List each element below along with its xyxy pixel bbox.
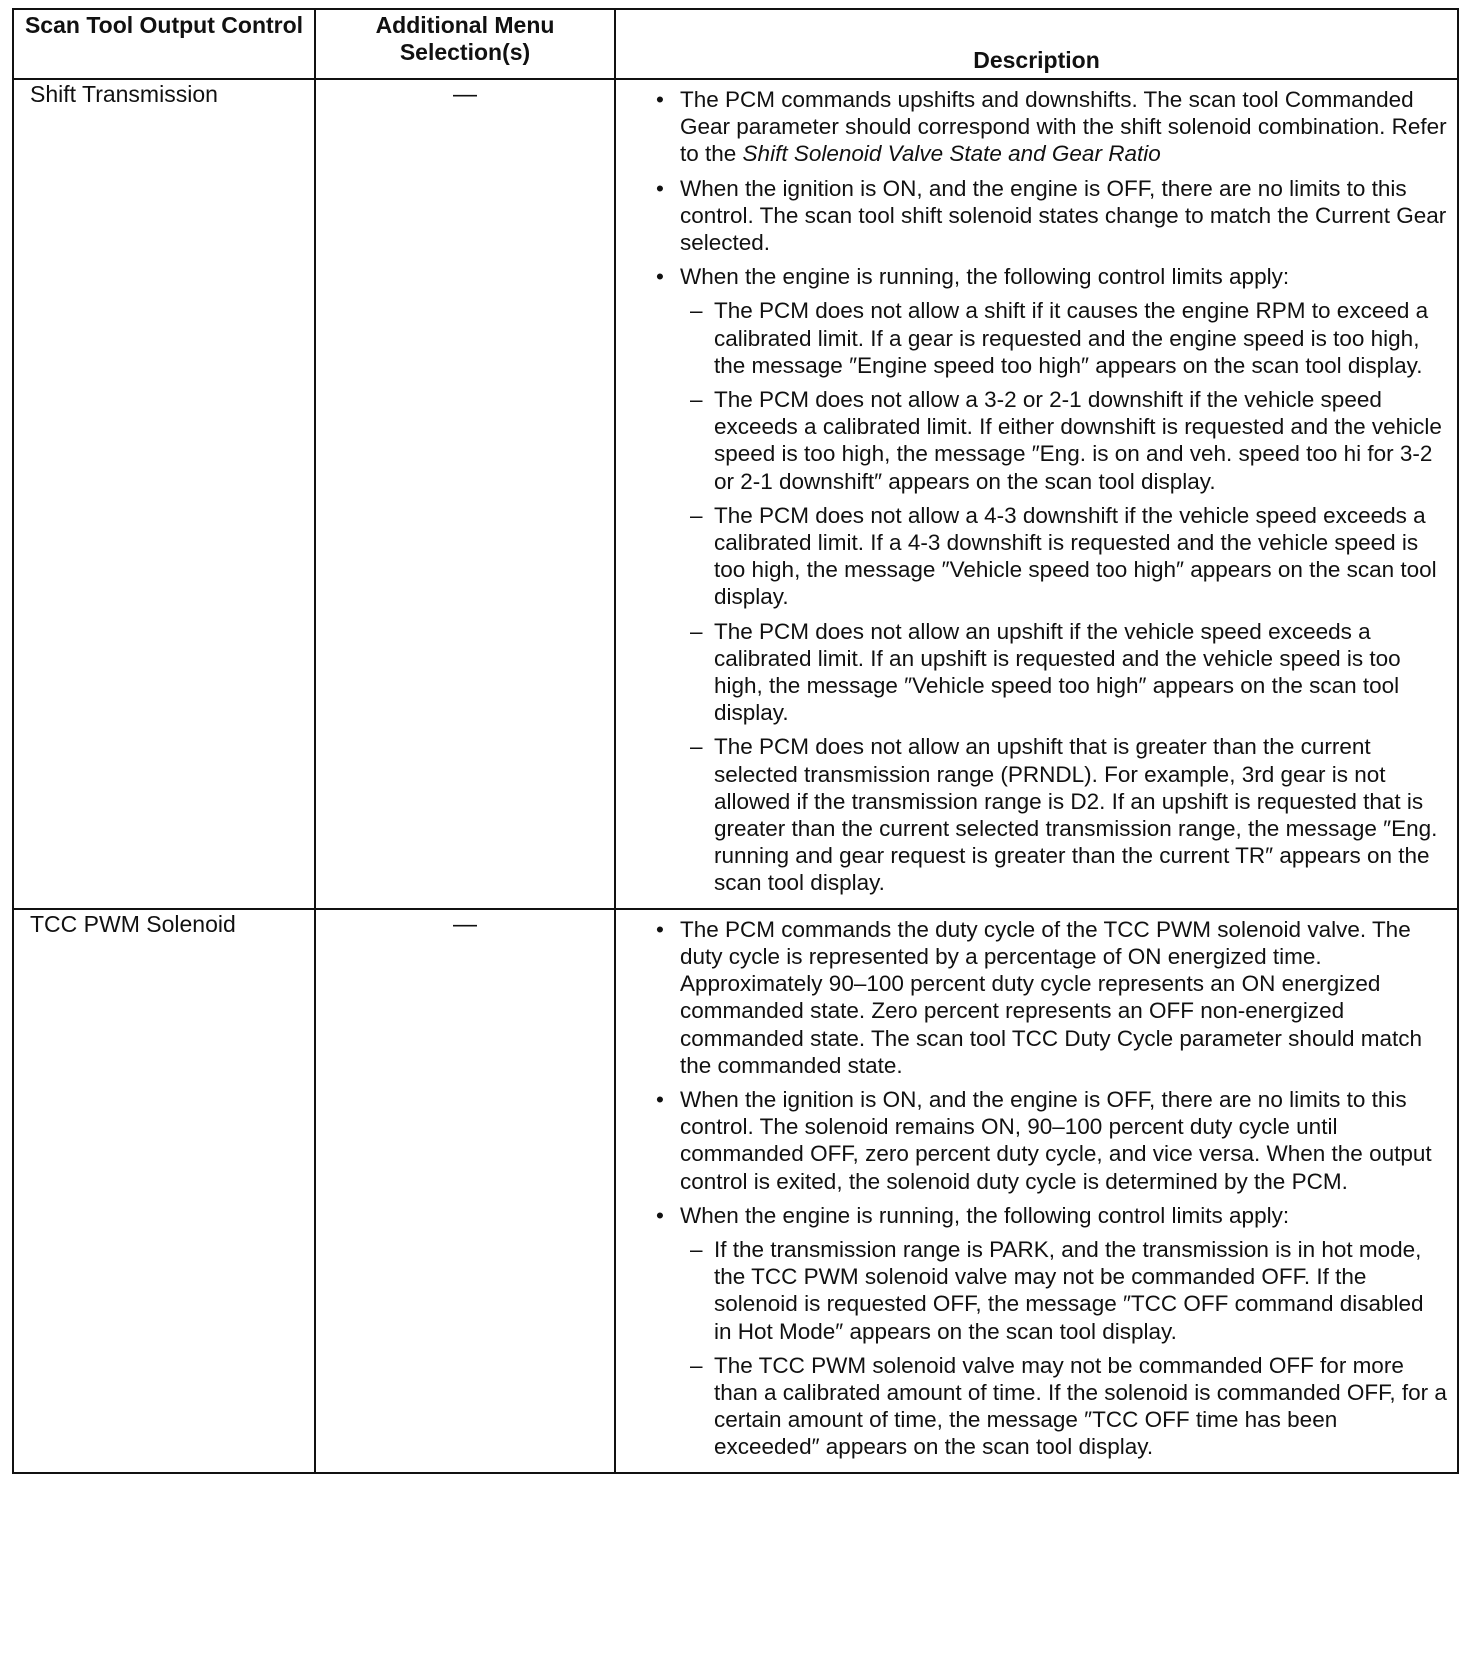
- sub-list-item: [680, 386, 1447, 495]
- list-item: [652, 1086, 1447, 1195]
- dash-icon: –: [690, 387, 703, 413]
- sub-item-text: The PCM does not allow a 4-3 downshift if the vehicle speed exceeds a calibrated limit. If a 4-3 downshift is requested and the vehicle speed is too high, the message ″Vehicle speed too high″ appears on the scan tool display.: [714, 502, 1437, 610]
- dash-icon: –: [690, 618, 703, 644]
- sub-list-item: [680, 297, 1447, 379]
- sub-list-item: [680, 618, 1447, 727]
- bullet-text: When the engine is running, the following control limits apply:: [680, 1202, 1290, 1228]
- dash-icon: –: [690, 1236, 703, 1262]
- bullet-text: When the ignition is ON, and the engine is OFF, there are no limits to this control. The solenoid remains ON, 90–100 percent duty cycle until commanded OFF, zero percent duty cycle, and vice versa. When the output control is exited, the solenoid duty cycle is determined by the PCM.: [680, 1086, 1432, 1194]
- bullet-icon: •: [656, 87, 664, 112]
- table-header-row: [13, 9, 1458, 79]
- sub-item-text: The TCC PWM solenoid valve may not be commanded OFF for more than a calibrated amount of time. If the solenoid is commanded OFF, for a certain amount of time, the message ″TCC OFF time has been exceeded″ appears on the scan tool display.: [714, 1352, 1447, 1460]
- sub-list-item: [680, 733, 1447, 896]
- sub-item-text: The PCM does not allow an upshift that is greater than the current selected transmission range (PRNDL). For example, 3rd gear is not allowed if the transmission range is D2. If an upshift is requested that is greater than the current selected transmission range, the message ″Eng. running and gear request is greater than the current TR″ appears on the scan tool display.: [714, 734, 1438, 896]
- menu-selection: —: [315, 909, 615, 1473]
- bullet-text: The PCM commands upshifts and downshifts. The scan tool Commanded Gear parameter should correspond with the shift solenoid combination. Refer to the: [680, 87, 1447, 167]
- menu-selection: —: [315, 79, 615, 909]
- sub-item-text: If the transmission range is PARK, and the transmission is in hot mode, the TCC PWM solenoid valve may not be commanded OFF. If the solenoid is requested OFF, the message ″TCC OFF command disabled in Hot Mode″ appears on the scan tool display.: [714, 1236, 1424, 1344]
- sub-list: [680, 297, 1447, 896]
- sub-list: [680, 1236, 1447, 1461]
- sub-list-item: [680, 502, 1447, 611]
- list-item: [652, 86, 1447, 168]
- bullet-text: When the engine is running, the following control limits apply:: [680, 264, 1290, 290]
- dash-icon: –: [690, 502, 703, 528]
- list-item: [652, 263, 1447, 896]
- bullet-list: [652, 86, 1447, 897]
- description-cell: [615, 79, 1458, 909]
- header-description: Description: [615, 9, 1458, 79]
- bullet-icon: •: [656, 916, 664, 942]
- sub-item-text: The PCM does not allow a 3-2 or 2-1 downshift if the vehicle speed exceeds a calibrated limit. If either downshift is requested and the vehicle speed is too high, the message ″Eng. is on and veh. speed too hi for 3-2 or 2-1 downshift″ appears on the scan tool display.: [714, 387, 1442, 494]
- table-row-shift-transmission: [13, 79, 1458, 909]
- list-item: [652, 175, 1447, 257]
- list-item: [652, 916, 1447, 1079]
- reference-link-text: Shift Solenoid Valve State and Gear Ratio: [742, 141, 1161, 167]
- bullet-text: The PCM commands the duty cycle of the TCC PWM solenoid valve. The duty cycle is represented by a percentage of ON energized time. Approximately 90–100 percent duty cycle represents an ON energized commanded state. Zero percent represents an OFF non-energized commanded state. The scan tool TCC Duty Cycle parameter should match the commanded state.: [680, 916, 1423, 1078]
- bullet-icon: •: [656, 175, 664, 201]
- bullet-icon: •: [656, 1086, 664, 1112]
- control-name: TCC PWM Solenoid: [13, 909, 315, 1473]
- table-row-tcc-pwm-solenoid: [13, 909, 1458, 1473]
- control-name: Shift Transmission: [13, 79, 315, 909]
- bullet-text: When the ignition is ON, and the engine is OFF, there are no limits to this control. The scan tool shift solenoid states change to match the Current Gear selected.: [680, 175, 1447, 256]
- sub-item-text: The PCM does not allow an upshift if the vehicle speed exceeds a calibrated limit. If an upshift is requested and the vehicle speed is too high, the message ″Vehicle speed too high″ appears on the scan tool display.: [714, 618, 1401, 726]
- bullet-icon: •: [656, 264, 664, 290]
- sub-list-item: [680, 1236, 1447, 1345]
- header-menu-selections: Additional Menu Selection(s): [315, 9, 615, 79]
- sub-item-text: The PCM does not allow a shift if it causes the engine RPM to exceed a calibrated limit. If a gear is requested and the engine speed is too high, the message ″Engine speed too high″ appears on the scan tool display.: [714, 298, 1429, 378]
- description-cell: [615, 909, 1458, 1473]
- dash-icon: –: [690, 298, 703, 324]
- list-item: [652, 1202, 1447, 1461]
- dash-icon: –: [690, 1352, 703, 1378]
- bullet-icon: •: [656, 1202, 664, 1228]
- bullet-list: [652, 916, 1447, 1461]
- sub-list-item: [680, 1352, 1447, 1461]
- header-output-control: Scan Tool Output Control: [13, 9, 315, 79]
- output-control-table: [12, 8, 1459, 1474]
- dash-icon: –: [690, 734, 703, 760]
